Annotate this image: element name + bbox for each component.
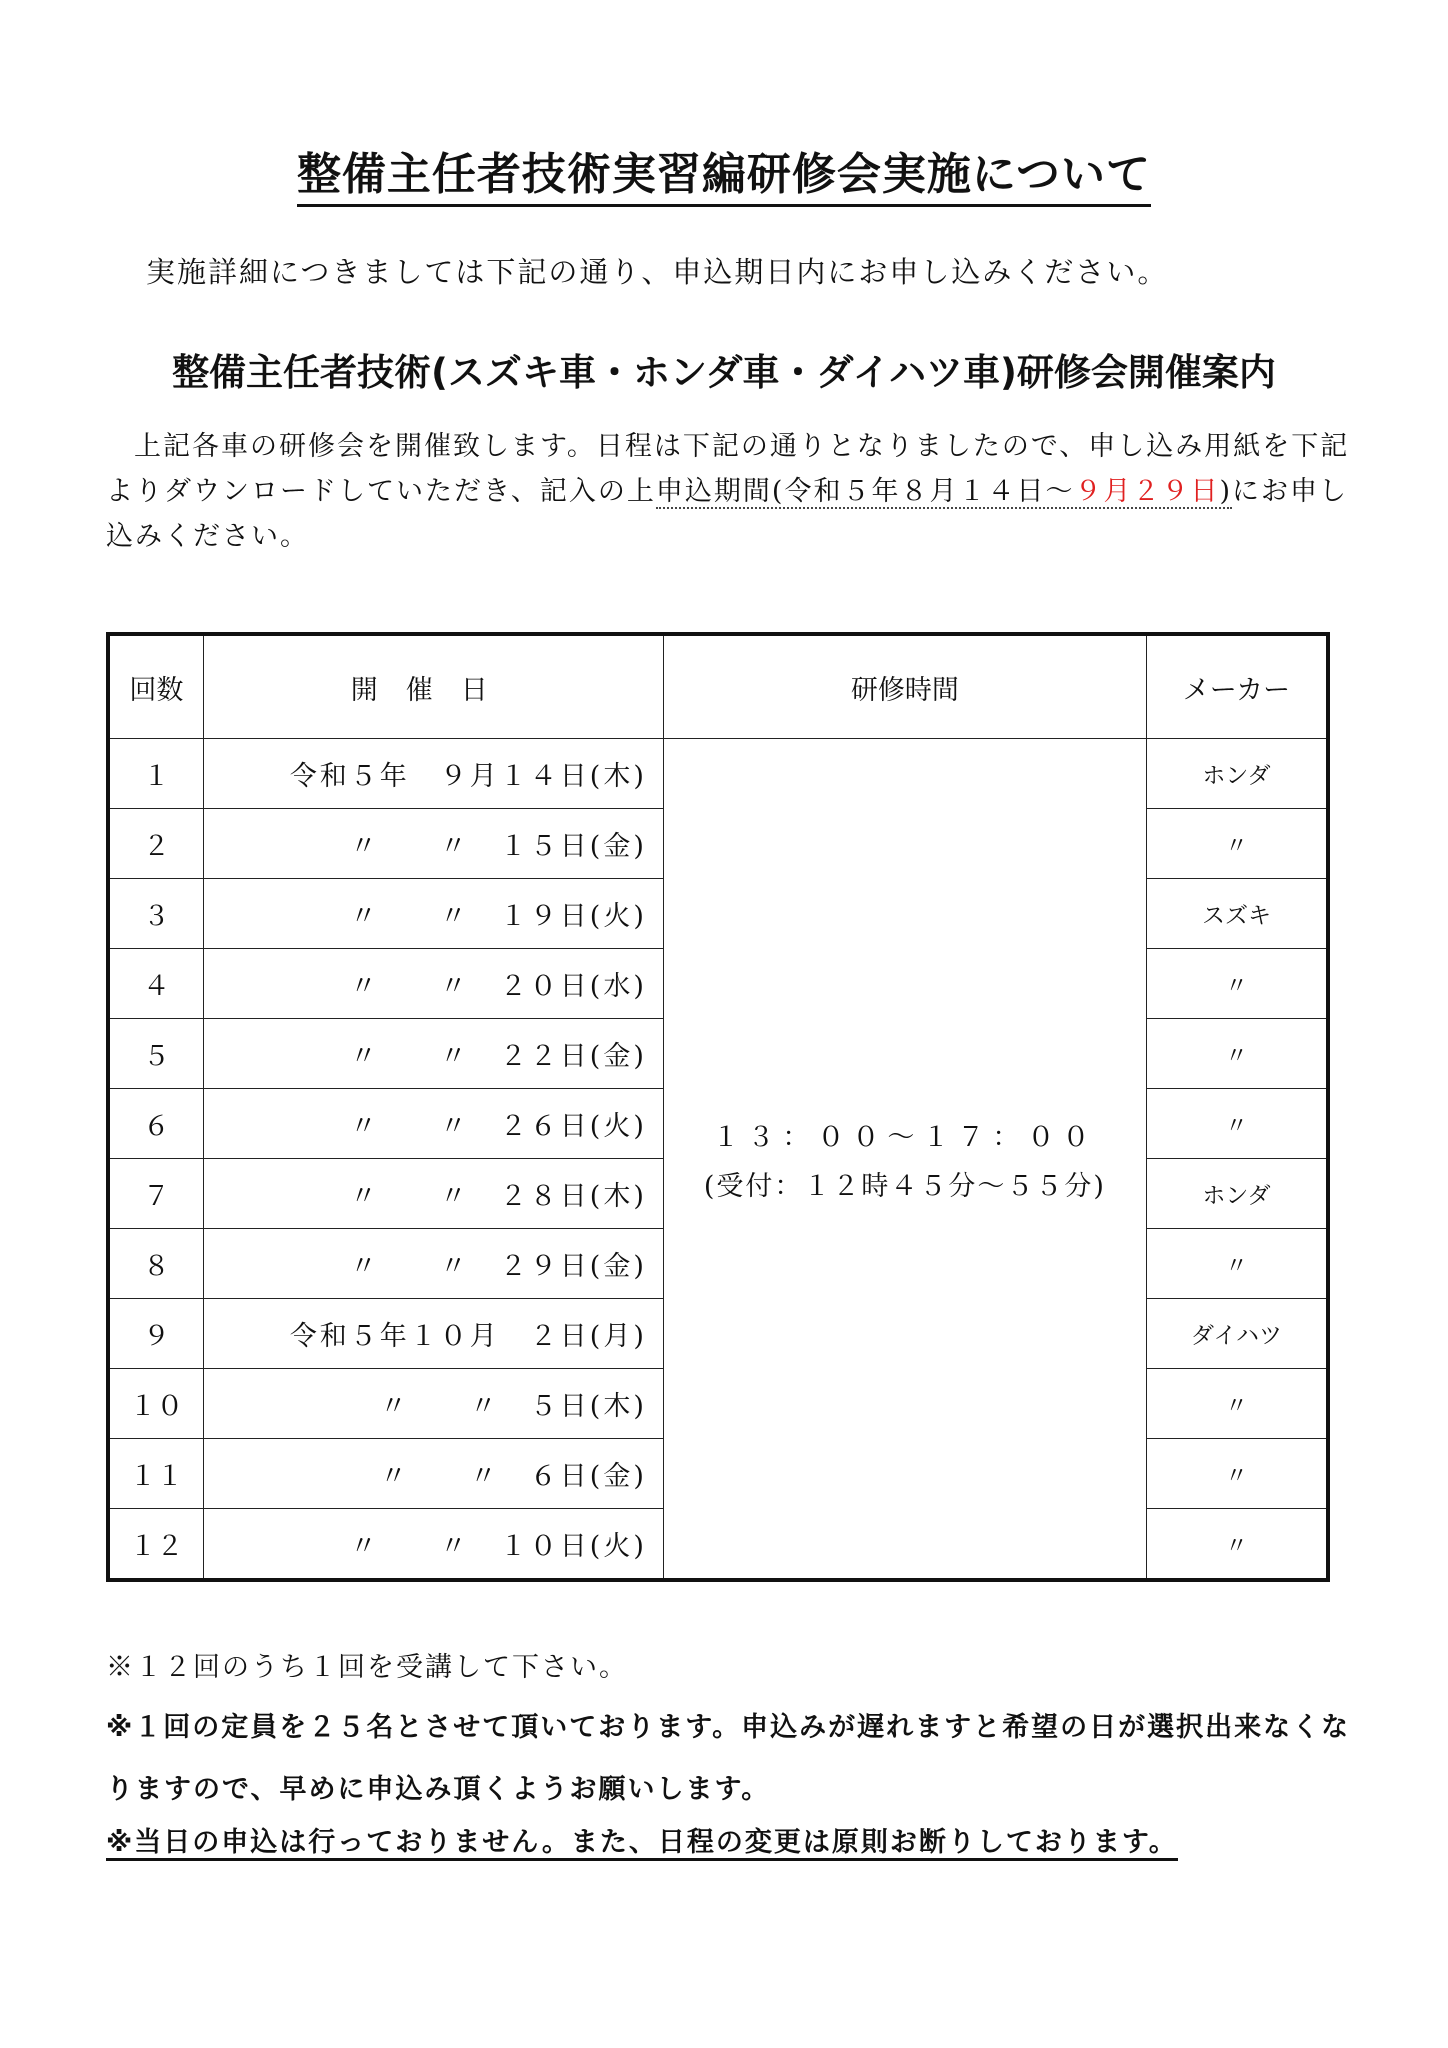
header-date: 開催日 — [203, 634, 663, 739]
session-number: １２ — [108, 1509, 203, 1581]
period-end-date: ９月２９日 — [1074, 476, 1220, 507]
session-maker: 〃 — [1146, 949, 1328, 1019]
reception-time: (受付：１２時４５分〜５５分) — [703, 1170, 1106, 1202]
session-date: 令和５年１０月 ２日(月) — [203, 1299, 663, 1369]
period-close: ) — [1219, 476, 1233, 507]
session-number: ２ — [108, 809, 203, 879]
description-tail: にお申し込みください。 — [106, 476, 1349, 552]
period-label: 申込期間(令和５年８月１４日〜 — [655, 476, 1075, 507]
header-time: 研修時間 — [663, 634, 1146, 739]
session-maker: ホンダ — [1146, 1159, 1328, 1229]
session-date: 〃 〃 ５日(木) — [203, 1369, 663, 1439]
table-header-row — [108, 634, 1328, 739]
session-maker: 〃 — [1146, 1019, 1328, 1089]
description-text: 上記各車の研修会を開催致します。日程は下記の通りとなりましたので、申し込み用紙を下記よりダウンロードしていただき、記入の上 — [106, 431, 1350, 507]
session-date: 〃 〃 ６日(金) — [203, 1439, 663, 1509]
header-maker: メーカー — [1146, 634, 1328, 739]
session-number: ６ — [108, 1089, 203, 1159]
session-date: 〃 〃 １５日(金) — [203, 809, 663, 879]
session-maker: ホンダ — [1146, 739, 1328, 809]
session-number: ９ — [108, 1299, 203, 1369]
description — [106, 424, 1356, 559]
session-number: １０ — [108, 1369, 203, 1439]
note-capacity: ※１回の定員を２５名とさせて頂いております。申込みが遅れますと希望の日が選択出来なくなりますので、早めに申込み頂くようお願いします。 — [106, 1712, 1351, 1805]
session-date: 〃 〃 ２０日(水) — [203, 949, 663, 1019]
training-time: １３：００〜１７：００ — [712, 1121, 1098, 1153]
session-maker: 〃 — [1146, 1509, 1328, 1581]
intro-text: 実施詳細につきましては下記の通り、申込期日内にお申し込みください。 — [146, 255, 1169, 289]
notes — [106, 1645, 1366, 1865]
session-number: ３ — [108, 879, 203, 949]
training-time-cell — [663, 739, 1146, 1581]
session-maker: ダイハツ — [1146, 1299, 1328, 1369]
note-no-same-day — [106, 1821, 1366, 1865]
session-number: ８ — [108, 1229, 203, 1299]
header-count: 回数 — [108, 634, 203, 739]
table-row — [108, 739, 1328, 809]
session-number: １ — [108, 739, 203, 809]
session-maker: 〃 — [1146, 1089, 1328, 1159]
session-maker: 〃 — [1146, 809, 1328, 879]
subtitle: 整備主任者技術(スズキ車・ホンダ車・ダイハツ車)研修会開催案内 — [172, 351, 1276, 394]
session-number: ４ — [108, 949, 203, 1019]
session-maker: 〃 — [1146, 1229, 1328, 1299]
note-attend-once: ※１２回のうち１回を受講して下さい。 — [106, 1652, 628, 1683]
session-maker: 〃 — [1146, 1369, 1328, 1439]
session-date: 令和５年 ９月１４日(木) — [203, 739, 663, 809]
page-title-text: 整備主任者技術実習編研修会実施について — [297, 149, 1151, 207]
session-date: 〃 〃 １９日(火) — [203, 879, 663, 949]
session-number: １１ — [108, 1439, 203, 1509]
session-number: ５ — [108, 1019, 203, 1089]
session-maker: スズキ — [1146, 879, 1328, 949]
schedule-table — [106, 632, 1330, 1582]
session-date: 〃 〃 ２９日(金) — [203, 1229, 663, 1299]
session-date: 〃 〃 ２８日(木) — [203, 1159, 663, 1229]
note-no-same-day-text: ※当日の申込は行っておりません。また、日程の変更は原則お断りしております。 — [106, 1827, 1178, 1861]
page-title — [0, 138, 1448, 202]
session-date: 〃 〃 １０日(火) — [203, 1509, 663, 1581]
session-date: 〃 〃 ２２日(金) — [203, 1019, 663, 1089]
session-maker: 〃 — [1146, 1439, 1328, 1509]
session-number: ７ — [108, 1159, 203, 1229]
application-period — [656, 476, 1232, 509]
session-date: 〃 〃 ２６日(火) — [203, 1089, 663, 1159]
